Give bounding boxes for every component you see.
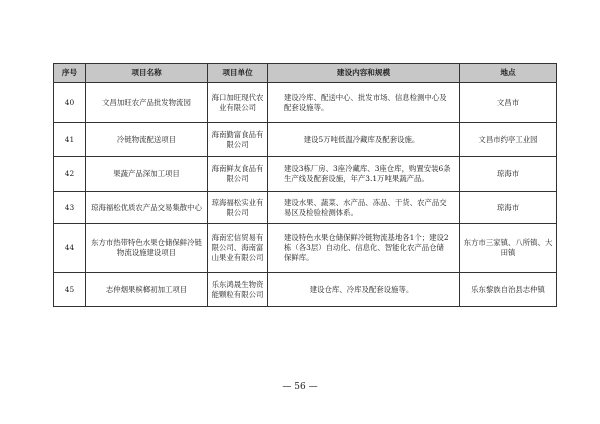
cell-unit: 琼海福松实业有限公司: [208, 192, 268, 224]
table-row: [54, 224, 557, 273]
cell-name: 冷链物流配送项目: [86, 123, 208, 157]
cell-unit: 海南鲜友食品有限公司: [208, 157, 268, 192]
cell-num: 45: [54, 273, 86, 307]
cell-unit: 海南勤富食品有限公司: [208, 123, 268, 157]
cell-scale: 建设仓库、冷库及配套设施等。: [268, 273, 460, 307]
cell-scale: 建设特色水果仓储保鲜冷链物流基地各1个；建设2栋（各3层）自动化、信息化、智能化农产品仓储保鲜库。: [268, 224, 460, 273]
cell-num: 41: [54, 123, 86, 157]
header-location: 地点: [460, 64, 557, 83]
cell-num: 44: [54, 224, 86, 273]
cell-scale: 建设5万吨低温冷藏库及配套设施。: [268, 123, 460, 157]
project-table: [53, 63, 557, 307]
cell-unit: 乐东鸿晟生物资能颗粒有限公司: [208, 273, 268, 307]
cell-name: 志仲烟果槟榔初加工项目: [86, 273, 208, 307]
cell-scale: 建设3栋厂房、3座冷藏库、3座仓库，购置安装6条生产线及配套设施，年产3.1万吨果蔬产品。: [268, 157, 460, 192]
project-table-container: [53, 63, 556, 307]
cell-num: 42: [54, 157, 86, 192]
cell-num: 43: [54, 192, 86, 224]
cell-location: 乐东黎族自治县志仲镇: [460, 273, 557, 307]
cell-location: 琼海市: [460, 192, 557, 224]
cell-location: 文昌市约亭工业园: [460, 123, 557, 157]
header-num: 序号: [54, 64, 86, 83]
header-name: 项目名称: [86, 64, 208, 83]
table-row: [54, 192, 557, 224]
cell-unit: 海口加旺现代农业有限公司: [208, 83, 268, 123]
table-row: [54, 273, 557, 307]
header-unit: 项目单位: [208, 64, 268, 83]
cell-location: 文昌市: [460, 83, 557, 123]
cell-scale: 建设冷库、配送中心、批发市场、信息检测中心及配套设施等。: [268, 83, 460, 123]
cell-location: 东方市三家镇、八所镇、大田镇: [460, 224, 557, 273]
cell-location: 琼海市: [460, 157, 557, 192]
cell-scale: 建设水果、蔬菜、水产品、冻品、干货、农产品交易区及检验检测体系。: [268, 192, 460, 224]
cell-name: 文昌加旺农产品批发物流园: [86, 83, 208, 123]
cell-name: 琼海福松优质农产品交易集散中心: [86, 192, 208, 224]
cell-name: 果蔬产品深加工项目: [86, 157, 208, 192]
cell-unit: 海南宏信贸易有限公司、海南富山果业有限公司: [208, 224, 268, 273]
table-row: [54, 83, 557, 123]
header-scale: 建设内容和规模: [268, 64, 460, 83]
table-header-row: [54, 64, 557, 83]
page-number: — 56 —: [282, 382, 318, 392]
table-row: [54, 157, 557, 192]
cell-name: 东方市热带特色水果仓储保鲜冷链物流设施建设项目: [86, 224, 208, 273]
cell-num: 40: [54, 83, 86, 123]
table-row: [54, 123, 557, 157]
